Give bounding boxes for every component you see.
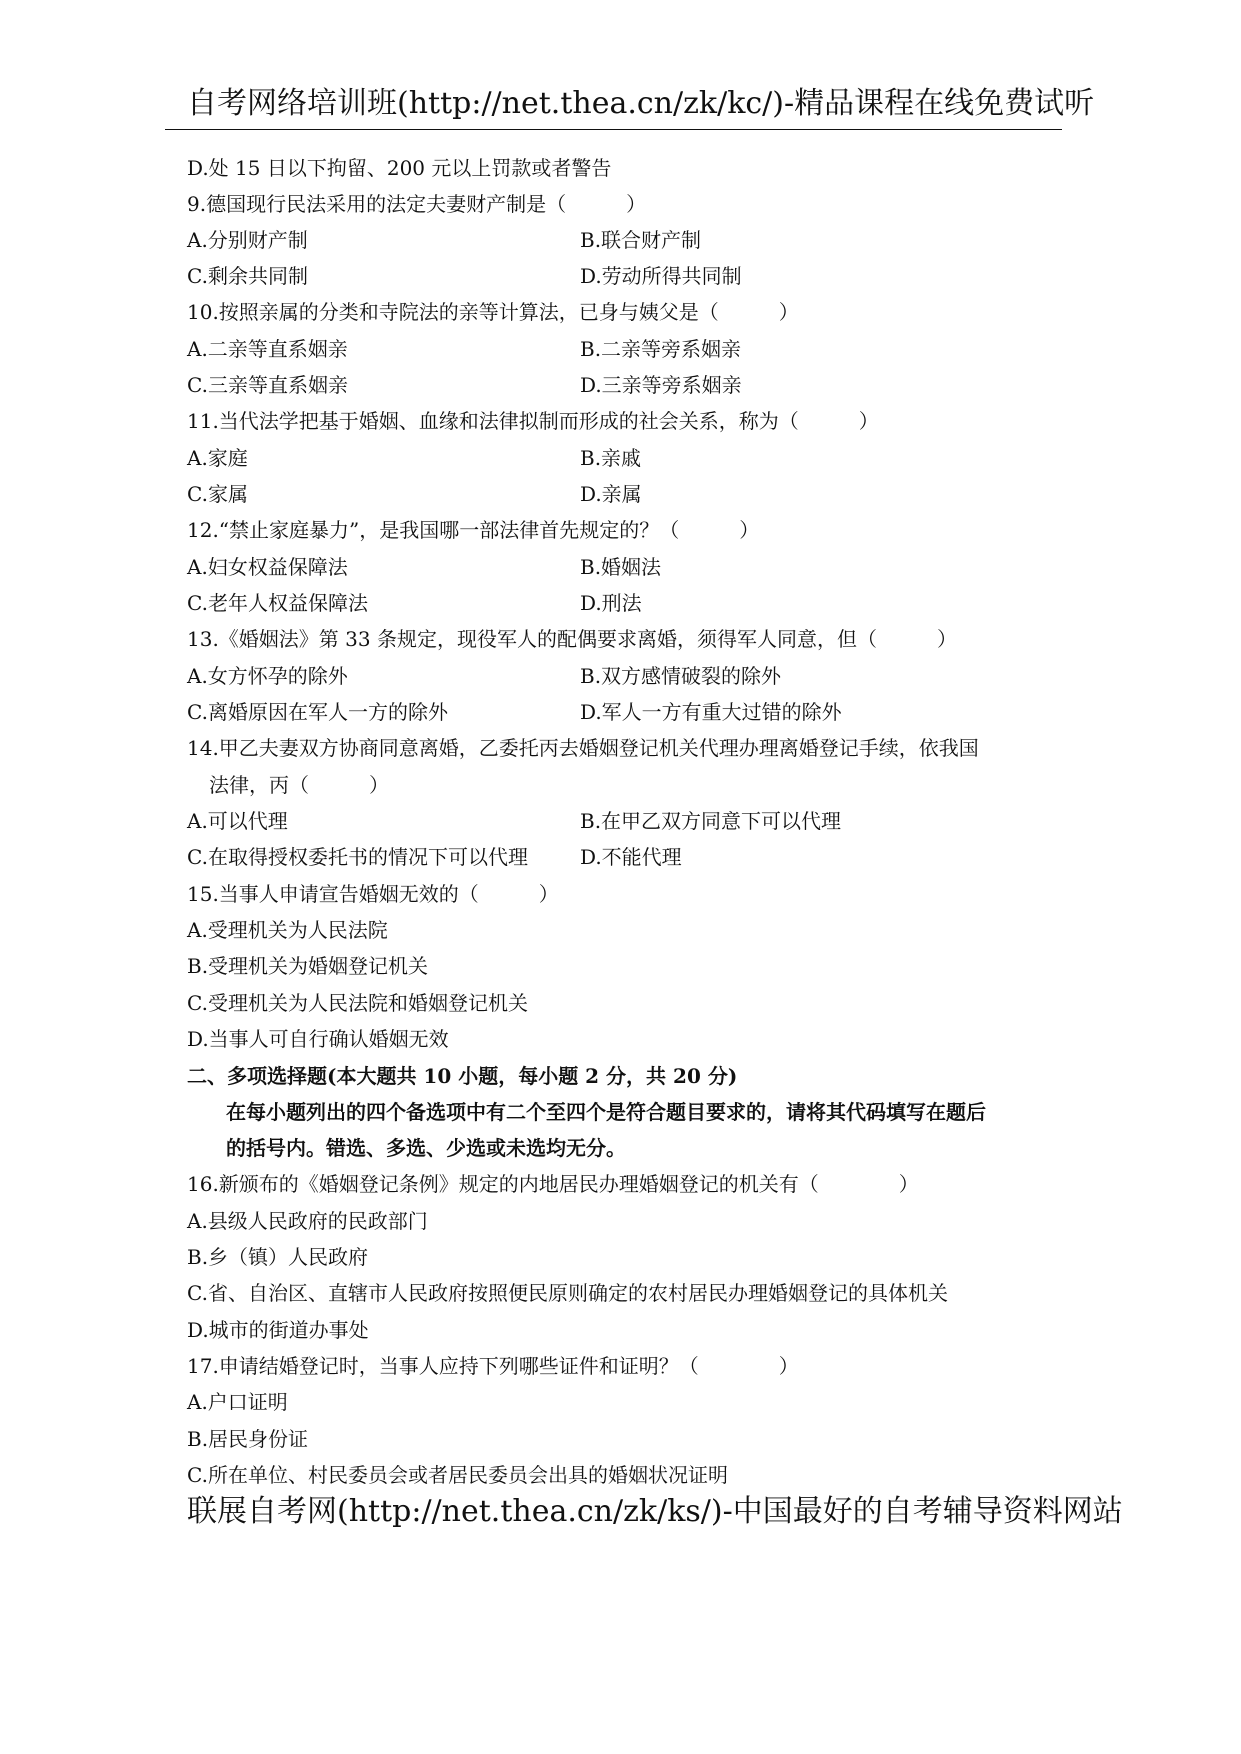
section-2-instructions: 在每小题列出的四个备选项中有二个至四个是符合题目要求的，请将其代码填写在题后 [226, 1100, 986, 1124]
question-14-stem: 14.甲乙夫妻双方协商同意离婚，乙委托丙去婚姻登记机关代理办理离婚登记手续，依我国 [187, 736, 979, 760]
question-16-option-c: C.省、自治区、直辖市人民政府按照便民原则确定的农村居民办理婚姻登记的具体机关 [187, 1281, 948, 1305]
question-15-option-a: A.受理机关为人民法院 [187, 918, 388, 942]
page-footer: 联展自考网(http://net.thea.cn/zk/ks/)-中国最好的自考辅导资料网站 [187, 1494, 1123, 1529]
question-13-option-d: D.军人一方有重大过错的除外 [580, 700, 842, 724]
question-12-option-d: D.刑法 [580, 591, 642, 615]
question-15-option-b: B.受理机关为婚姻登记机关 [187, 954, 429, 978]
question-10-option-a: A.二亲等直系姻亲 [187, 337, 348, 361]
question-11-option-c: C.家属 [187, 482, 248, 506]
header-divider [165, 129, 1062, 130]
question-16-option-b: B.乡（镇）人民政府 [187, 1245, 369, 1269]
question-10-option-b: B.二亲等旁系姻亲 [580, 337, 742, 361]
question-12-stem: 12.“禁止家庭暴力”，是我国哪一部法律首先规定的？（ ） [187, 518, 760, 542]
question-14-stem-continued: 法律，丙（ ） [209, 773, 389, 797]
question-11-option-a: A.家庭 [187, 446, 248, 470]
question-14-option-c: C.在取得授权委托书的情况下可以代理 [187, 845, 528, 869]
question-17-option-a: A.户口证明 [187, 1390, 288, 1414]
question-16-stem: 16.新颁布的《婚姻登记条例》规定的内地居民办理婚姻登记的机关有（ ） [187, 1172, 919, 1196]
question-15-stem: 15.当事人申请宣告婚姻无效的（ ） [187, 882, 559, 906]
question-16-option-d: D.城市的街道办事处 [187, 1318, 369, 1342]
question-14-option-a: A.可以代理 [187, 809, 288, 833]
question-12-option-a: A.妇女权益保障法 [187, 555, 348, 579]
question-11-option-b: B.亲戚 [580, 446, 642, 470]
question-13-stem: 13.《婚姻法》第 33 条规定，现役军人的配偶要求离婚，须得军人同意，但（ ） [187, 627, 957, 651]
question-9-stem: 9.德国现行民法采用的法定夫妻财产制是（ ） [187, 192, 647, 216]
question-14-option-d: D.不能代理 [580, 845, 682, 869]
question-17-option-b: B.居民身份证 [187, 1427, 309, 1451]
question-13-option-b: B.双方感情破裂的除外 [580, 664, 782, 688]
question-10-stem: 10.按照亲属的分类和寺院法的亲等计算法，已身与姨父是（ ） [187, 300, 799, 324]
question-15-option-c: C.受理机关为人民法院和婚姻登记机关 [187, 991, 528, 1015]
question-17-stem: 17.申请结婚登记时，当事人应持下列哪些证件和证明？（ ） [187, 1354, 799, 1378]
question-9-option-b: B.联合财产制 [580, 228, 702, 252]
page-header: 自考网络培训班(http://net.thea.cn/zk/kc/)-精品课程在线免费试听 [187, 86, 1095, 121]
section-2-heading: 二、多项选择题(本大题共 10 小题，每小题 2 分，共 20 分) [187, 1064, 738, 1088]
question-12-option-c: C.老年人权益保障法 [187, 591, 368, 615]
question-10-option-d: D.三亲等旁系姻亲 [580, 373, 742, 397]
question-16-option-a: A.县级人民政府的民政部门 [187, 1209, 428, 1233]
section-2-instructions-continued: 的括号内。错选、多选、少选或未选均无分。 [226, 1136, 626, 1160]
question-13-option-a: A.女方怀孕的除外 [187, 664, 348, 688]
question-9-option-a: A.分别财产制 [187, 228, 308, 252]
question-13-option-c: C.离婚原因在军人一方的除外 [187, 700, 448, 724]
question-12-option-b: B.婚姻法 [580, 555, 662, 579]
question-10-option-c: C.三亲等直系姻亲 [187, 373, 348, 397]
question-11-option-d: D.亲属 [580, 482, 642, 506]
question-9-option-d: D.劳动所得共同制 [580, 264, 742, 288]
question-15-option-d: D.当事人可自行确认婚姻无效 [187, 1027, 449, 1051]
question-14-option-b: B.在甲乙双方同意下可以代理 [580, 809, 842, 833]
question-17-option-c: C.所在单位、村民委员会或者居民委员会出具的婚姻状况证明 [187, 1463, 728, 1487]
question-9-option-c: C.剩余共同制 [187, 264, 308, 288]
question-8-option-d: D.处 15 日以下拘留、200 元以上罚款或者警告 [187, 156, 612, 180]
question-11-stem: 11.当代法学把基于婚姻、血缘和法律拟制而形成的社会关系，称为（ ） [187, 409, 879, 433]
